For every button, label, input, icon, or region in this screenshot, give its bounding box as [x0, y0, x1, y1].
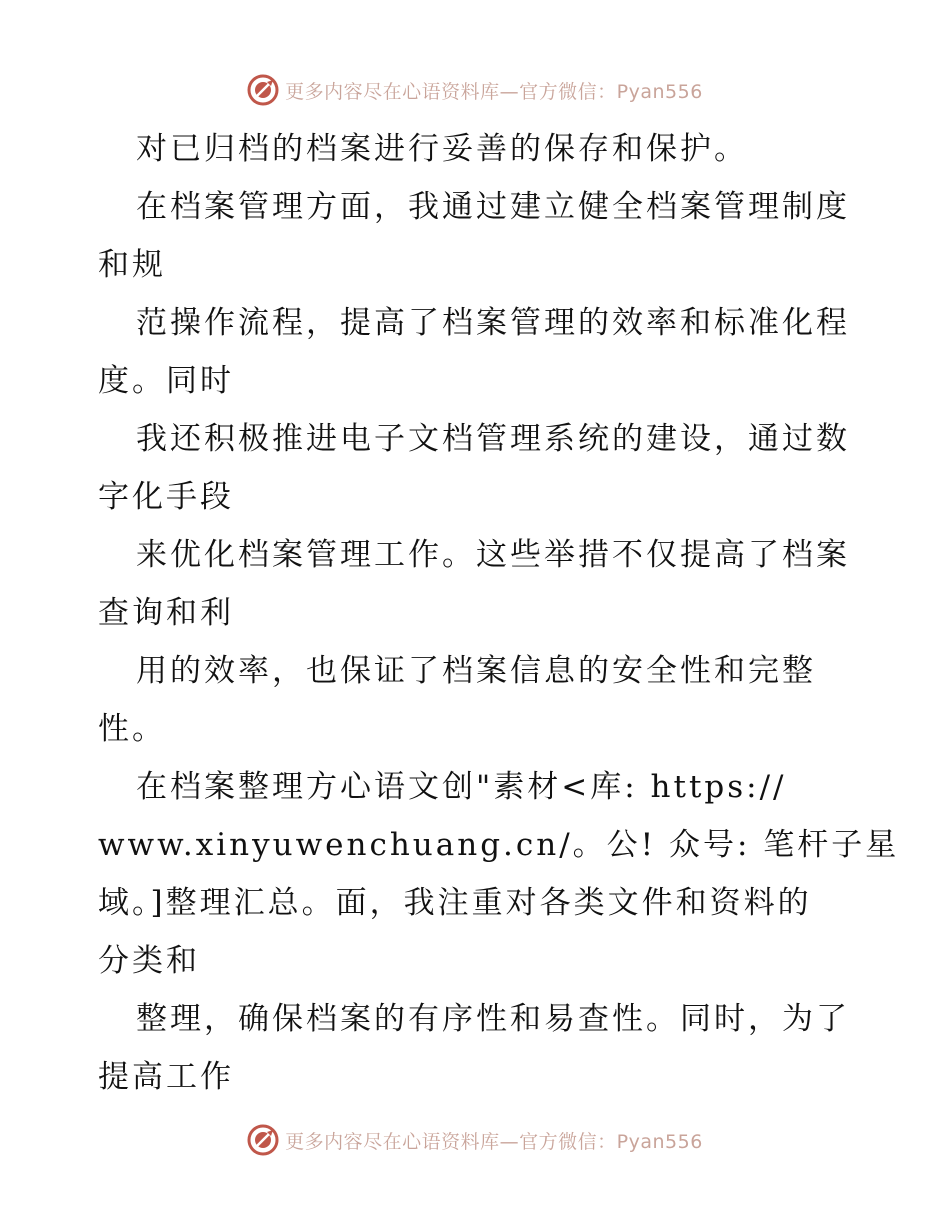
- text-line: 性。: [98, 711, 166, 747]
- text-line: 对已归档的档案进行妥善的保存和保护。: [136, 131, 748, 167]
- document-body: [98, 120, 900, 1106]
- text-line: 域。]整理汇总。面，我注重对各类文件和资料的: [98, 885, 812, 921]
- text-line: 来优化档案管理工作。这些举措不仅提高了档案: [136, 537, 850, 573]
- text-line: 提高工作: [98, 1059, 234, 1095]
- text-line: 和规: [98, 247, 166, 283]
- header-site-text: 更多内容尽在心语资料库—官方微信：Pyan556: [285, 80, 703, 103]
- text-line: 用的效率，也保证了档案信息的安全性和完整: [136, 653, 816, 689]
- text-line: 查询和利: [98, 595, 234, 631]
- logo-icon: [247, 1124, 279, 1156]
- text-line: 在档案管理方面，我通过建立健全档案管理制度: [136, 189, 850, 225]
- text-line: 度。同时: [98, 363, 234, 399]
- text-line: 分类和: [98, 943, 200, 979]
- text-line: 我还积极推进电子文档管理系统的建设，通过数: [136, 421, 850, 457]
- text-line: www.xinyuwenchuang.cn/。公! 众号: 笔杆子星: [98, 827, 900, 863]
- text-line: 范操作流程，提高了档案管理的效率和标准化程: [136, 305, 850, 341]
- header-banner: [0, 72, 950, 108]
- footer-site-text: 更多内容尽在心语资料库—官方微信：Pyan556: [285, 1130, 703, 1153]
- logo-icon: [247, 74, 279, 106]
- footer-banner: [0, 1122, 950, 1158]
- text-line: 字化手段: [98, 479, 234, 515]
- text-line: 在档案整理方心语文创"素材<库: https://: [136, 769, 787, 805]
- text-line: 整理，确保档案的有序性和易查性。同时，为了: [136, 1001, 850, 1037]
